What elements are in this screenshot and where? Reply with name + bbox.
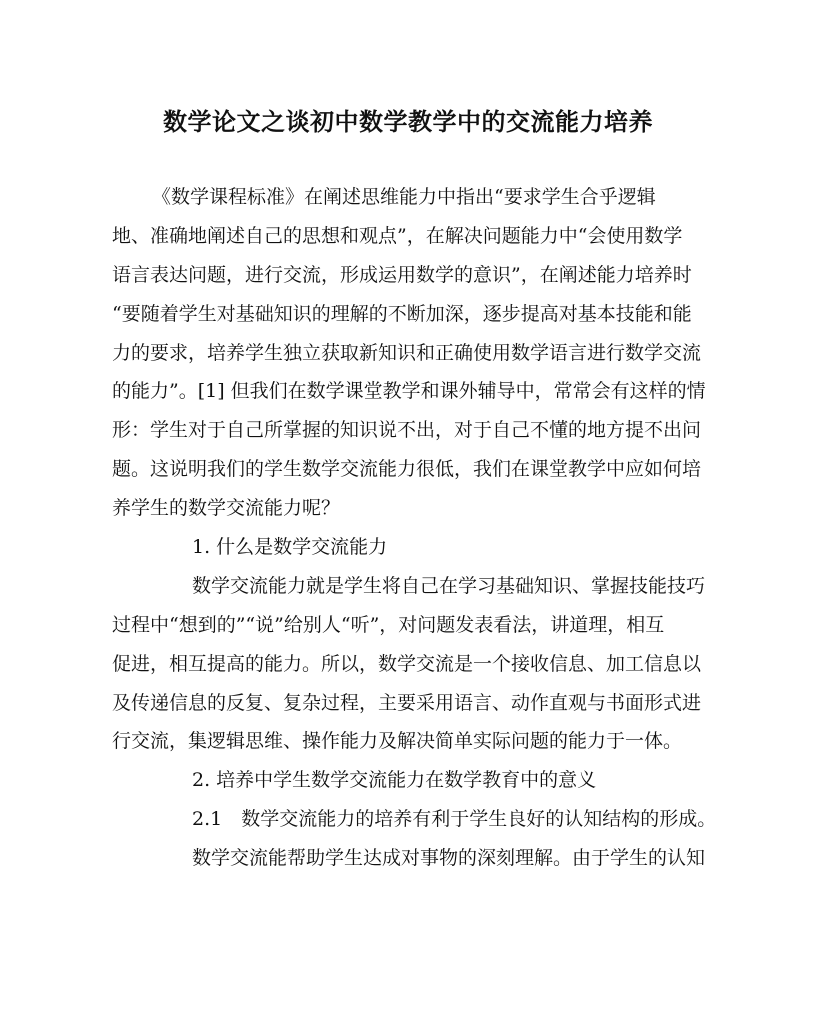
paragraph-line: 力的要求，培养学生独立获取新知识和正确使用数学语言进行数学交流 bbox=[112, 341, 702, 364]
paragraph-line: 数学交流能帮助学生达成对事物的深刻理解。由于学生的认知 bbox=[192, 847, 706, 870]
document-body bbox=[112, 178, 717, 878]
subsection-heading: 2.1 数学交流能力的培养有利于学生良好的认知结构的形成。 bbox=[192, 808, 717, 831]
paragraph-line: 《数学课程标准》在阐述思维能力中指出“要求学生合乎逻辑 bbox=[152, 186, 656, 208]
paragraph-line: 的能力”。[1] 但我们在数学课堂教学和课外辅导中，常常会有这样的情 bbox=[112, 380, 706, 403]
paragraph-line: 促进，相互提高的能力。所以，数学交流是一个接收信息、加工信息以 bbox=[112, 652, 702, 675]
paragraph-line: 数学交流能力就是学生将自己在学习基础知识、掌握技能技巧 bbox=[192, 574, 706, 597]
paragraph-line: 及传递信息的反复、复杂过程，主要采用语言、动作直观与书面形式进 bbox=[112, 691, 702, 714]
paragraph-line: 题。这说明我们的学生数学交流能力很低，我们在课堂教学中应如何培 bbox=[112, 458, 702, 481]
paragraph-line: 养学生的数学交流能力呢？ bbox=[112, 497, 341, 520]
section-heading: 1. 什么是数学交流能力 bbox=[192, 536, 388, 559]
section-heading: 2. 培养中学生数学交流能力在数学教育中的意义 bbox=[192, 769, 597, 792]
paragraph-line: 行交流，集逻辑思维、操作能力及解决简单实际问题的能力于一体。 bbox=[112, 730, 683, 753]
paragraph-line: “要随着学生对基础知识的理解的不断加深，逐步提高对基本技能和能 bbox=[112, 302, 692, 325]
paragraph-line: 过程中“想到的”“说”给别人“听”，对问题发表看法，讲道理，相互 bbox=[112, 613, 665, 636]
paragraph-line: 形：学生对于自己所掌握的知识说不出，对于自己不懂的地方提不出问 bbox=[112, 419, 702, 442]
paragraph-line: 地、准确地阐述自己的思想和观点”，在解决问题能力中“会使用数学 bbox=[112, 224, 683, 247]
document-title: 数学论文之谈初中数学教学中的交流能力培养 bbox=[163, 107, 653, 136]
paragraph-line: 语言表达问题，进行交流，形成运用数学的意识”，在阐述能力培养时 bbox=[112, 263, 692, 286]
